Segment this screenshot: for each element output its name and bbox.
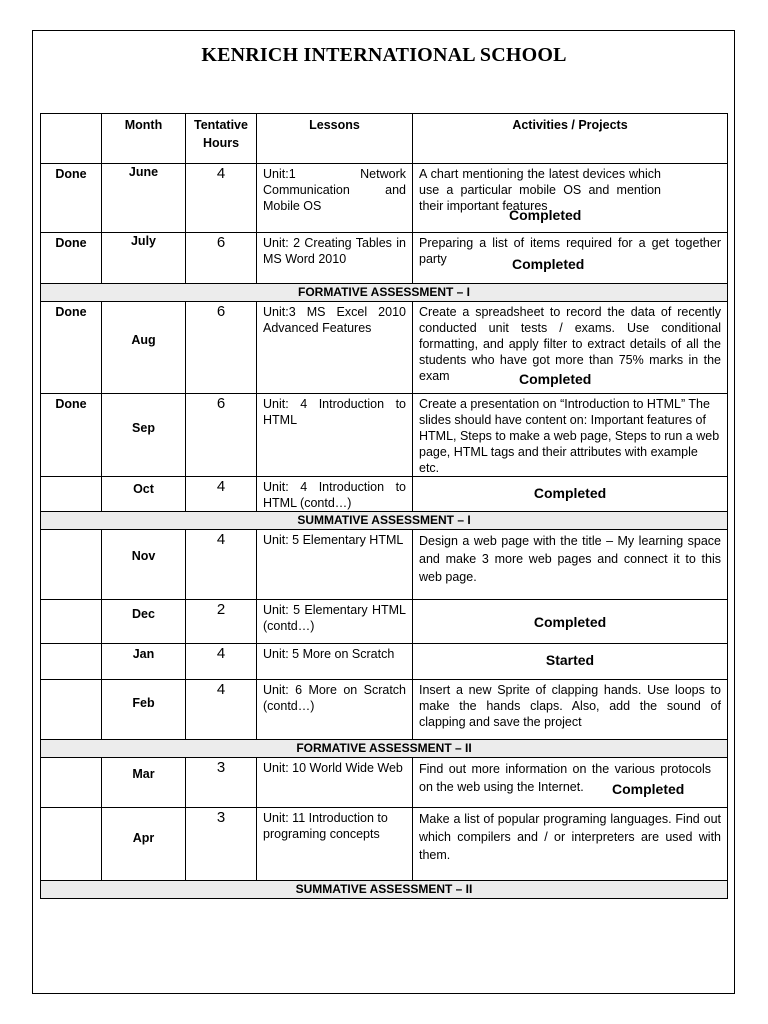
hours-cell: 4 [186, 644, 257, 680]
lesson-cell: Unit: 2 Creating Tables in MS Word 2010 [257, 233, 413, 284]
progress-status: Completed [512, 256, 585, 272]
activity-cell [413, 164, 728, 233]
status-header [41, 114, 102, 164]
progress-status: Completed [612, 781, 685, 797]
table-row [41, 164, 728, 233]
status-cell [41, 477, 102, 512]
status-cell: Done [41, 233, 102, 284]
status-cell [41, 600, 102, 644]
progress-status: Completed [533, 614, 607, 630]
hours-cell: 3 [186, 758, 257, 808]
hours-cell: 3 [186, 808, 257, 881]
lessons-header: Lessons [257, 114, 413, 164]
month-cell: June [102, 164, 186, 233]
lesson-cell: Unit: 10 World Wide Web [257, 758, 413, 808]
month-cell: Feb [102, 680, 186, 740]
activity-cell [413, 233, 728, 284]
lesson-cell: Unit:1 Network Communication and Mobile OS [257, 164, 413, 233]
activity-text: Make a list of popular programing languages. Find out which compilers and / or interpreters are used with them. [419, 812, 721, 862]
activity-cell [413, 600, 728, 644]
assessment-label: SUMMATIVE ASSESSMENT – I [41, 512, 728, 530]
table-row [41, 302, 728, 394]
hours-cell: 6 [186, 394, 257, 477]
activity-text: Preparing a list of items required for a get together party [419, 236, 721, 266]
activity-text: Find out more information on the various protocols on the web using the Internet. [419, 762, 711, 794]
table-row [41, 680, 728, 740]
assessment-label: FORMATIVE ASSESSMENT – I [41, 284, 728, 302]
lesson-cell: Unit: 5 Elementary HTML (contd…) [257, 600, 413, 644]
assessment-label: SUMMATIVE ASSESSMENT – II [41, 881, 728, 899]
hours-cell: 6 [186, 233, 257, 284]
activity-text: Create a presentation on “Introduction to HTML” The slides should have content on: Important features of HTML, Steps to make a web page, Steps to run a web page, HTML tags and their attributes with example etc. [419, 397, 720, 475]
status-cell [41, 808, 102, 881]
assessment-label: FORMATIVE ASSESSMENT – II [41, 740, 728, 758]
table-row [41, 530, 728, 600]
month-header: Month [102, 114, 186, 164]
lesson-cell: Unit: 6 More on Scratch (contd…) [257, 680, 413, 740]
status-cell [41, 758, 102, 808]
assessment-row [41, 740, 728, 758]
activity-cell [413, 808, 728, 881]
month-cell: Apr [102, 808, 186, 881]
month-cell: Jan [102, 644, 186, 680]
lesson-cell: Unit: 5 Elementary HTML [257, 530, 413, 600]
hours-cell: 4 [186, 164, 257, 233]
progress-status: Completed [509, 207, 582, 223]
school-title: KENRICH INTERNATIONAL SCHOOL [201, 44, 567, 66]
table-row [41, 233, 728, 284]
month-cell: Dec [102, 600, 186, 644]
month-cell: Oct [102, 477, 186, 512]
status-cell [41, 530, 102, 600]
status-cell: Done [41, 394, 102, 477]
activity-cell [413, 477, 728, 512]
hours-cell: 4 [186, 530, 257, 600]
activity-cell [413, 644, 728, 680]
activity-cell [413, 394, 728, 477]
month-cell: Nov [102, 530, 186, 600]
lesson-cell: Unit: 11 Introduction to programing concepts [257, 808, 413, 881]
table-row [41, 808, 728, 881]
month-cell: Aug [102, 302, 186, 394]
status-cell [41, 680, 102, 740]
table-row [41, 758, 728, 808]
syllabus-table [40, 113, 728, 899]
table-row [41, 600, 728, 644]
activity-cell [413, 680, 728, 740]
month-cell: Sep [102, 394, 186, 477]
assessment-row [41, 881, 728, 899]
hours-cell: 2 [186, 600, 257, 644]
activity-text: Design a web page with the title – My learning space and make 3 more web pages and connect it to this web page. [419, 534, 721, 584]
activity-text: Insert a new Sprite of clapping hands. Use loops to make the hands claps. Also, add the sound of clapping and save the project [419, 683, 721, 729]
progress-status: Completed [519, 371, 592, 387]
activity-cell [413, 302, 728, 394]
table-row [41, 394, 728, 477]
lesson-cell: Unit: 5 More on Scratch [257, 644, 413, 680]
assessment-row [41, 284, 728, 302]
activity-cell [413, 758, 728, 808]
lesson-cell: Unit:3 MS Excel 2010 Advanced Features [257, 302, 413, 394]
assessment-row [41, 512, 728, 530]
progress-status: Completed [533, 485, 607, 501]
status-cell: Done [41, 164, 102, 233]
status-cell [41, 644, 102, 680]
activities-header: Activities / Projects [413, 114, 728, 164]
table-row [41, 477, 728, 512]
activity-text: A chart mentioning the latest devices which use a particular mobile OS and mention their important features [419, 167, 661, 213]
hours-cell: 6 [186, 302, 257, 394]
lesson-cell: Unit: 4 Introduction to HTML (contd…) [257, 477, 413, 512]
hours-cell: 4 [186, 680, 257, 740]
activity-text: Create a spreadsheet to record the data of recently conducted unit tests / exams. Use conditional formatting, and apply filter to extract details of all the students who have got more than 75% marks in the exam [419, 305, 721, 383]
month-cell: July [102, 233, 186, 284]
month-cell: Mar [102, 758, 186, 808]
hours-header: Tentative Hours [186, 114, 257, 164]
table-row [41, 644, 728, 680]
status-cell: Done [41, 302, 102, 394]
table-header-row [41, 114, 728, 164]
lesson-cell: Unit: 4 Introduction to HTML [257, 394, 413, 477]
progress-status: Started [545, 652, 595, 668]
activity-cell [413, 530, 728, 600]
hours-cell: 4 [186, 477, 257, 512]
